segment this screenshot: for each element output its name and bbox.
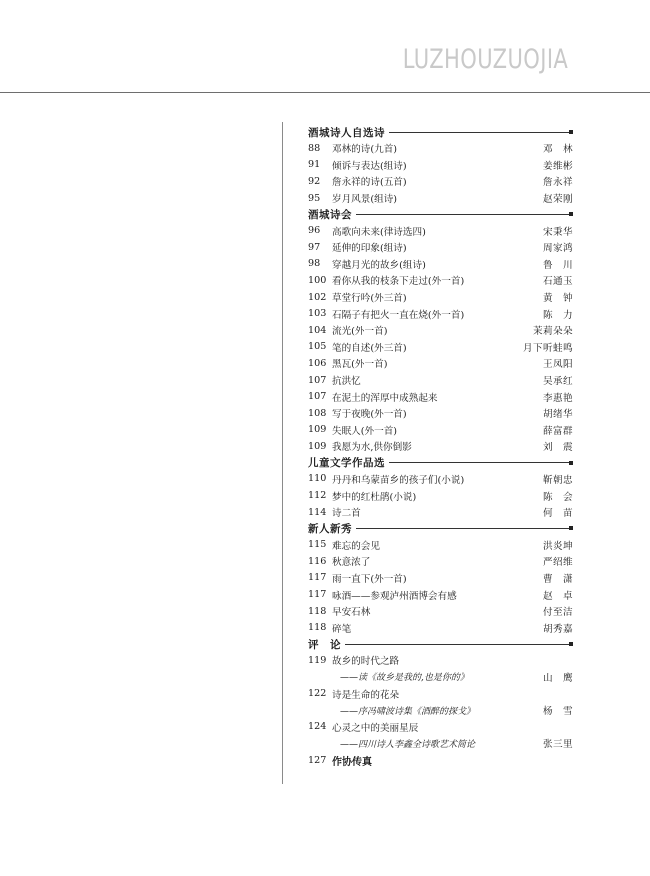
section-rule xyxy=(389,462,569,463)
entry-title: ——四川诗人李鑫全诗歌艺术简论 xyxy=(340,739,476,750)
toc-entry[interactable] xyxy=(308,504,573,521)
page-number: 118 xyxy=(308,622,327,634)
toc-entry[interactable] xyxy=(308,239,573,256)
entry-title: 在泥土的浑厚中成熟起来 xyxy=(332,392,438,404)
toc-entry-subtitle[interactable] xyxy=(308,735,573,752)
page-number: 119 xyxy=(308,654,327,666)
page-number: 115 xyxy=(308,539,327,551)
page-number: 117 xyxy=(308,572,327,584)
toc-section-heading xyxy=(308,124,573,140)
entry-title: ——读《故乡是我的,也是你的》 xyxy=(340,673,469,684)
entry-title: 我愿为水,供你倒影 xyxy=(332,442,412,454)
toc-entry[interactable] xyxy=(308,652,573,669)
entry-author: 张三里 xyxy=(543,739,573,751)
table-of-contents xyxy=(308,124,573,769)
toc-entry[interactable] xyxy=(308,305,573,322)
toc-entry[interactable] xyxy=(308,586,573,603)
entry-title: 秋意浓了 xyxy=(332,557,371,569)
entry-title: 邓林的诗(九首) xyxy=(332,144,398,156)
toc-entry[interactable] xyxy=(308,536,573,553)
entry-title: 詹永祥的诗(五首) xyxy=(332,177,407,189)
page-number: 108 xyxy=(308,407,327,419)
section-rule-end-square-icon xyxy=(569,642,573,646)
page-number: 122 xyxy=(308,688,327,700)
toc-entry[interactable] xyxy=(308,388,573,405)
section-title: 酒城诗人自选诗 xyxy=(308,126,385,139)
entry-author: 胡秀嘉 xyxy=(543,623,573,635)
page-number: 103 xyxy=(308,308,327,320)
entry-title: 诗是生命的花朵 xyxy=(332,689,400,701)
entry-title: ——序冯啸波诗集《酒醉的探戈》 xyxy=(340,706,476,717)
page-number: 104 xyxy=(308,324,327,336)
page-number: 127 xyxy=(308,754,327,766)
toc-entry[interactable] xyxy=(308,438,573,455)
page-number: 124 xyxy=(308,721,327,733)
entry-author: 鲁 川 xyxy=(543,259,573,271)
entry-author: 刘 震 xyxy=(543,442,573,454)
section-title: 新人新秀 xyxy=(308,522,352,535)
entry-author: 茉莉朵朵 xyxy=(533,326,573,338)
page-number: 110 xyxy=(308,473,327,485)
section-title: 儿童文学作品选 xyxy=(308,457,385,470)
toc-section-heading xyxy=(308,206,573,222)
toc-entry[interactable] xyxy=(308,553,573,570)
page-number: 96 xyxy=(308,225,321,237)
page-number: 88 xyxy=(308,142,321,154)
toc-entry[interactable] xyxy=(308,322,573,339)
entry-author: 宋秉华 xyxy=(543,226,573,238)
masthead: LUZHOUZUOJIA xyxy=(402,44,568,75)
entry-title: 抗洪忆 xyxy=(332,376,361,388)
page-number: 117 xyxy=(308,589,327,601)
entry-title: 倾诉与表达(组诗) xyxy=(332,160,407,172)
page-number: 98 xyxy=(308,258,321,270)
entry-author: 付至洁 xyxy=(543,607,573,619)
page-number: 112 xyxy=(308,490,327,502)
entry-title: 石隔子有把火一直在烧(外一首) xyxy=(332,309,465,321)
entry-author: 石通玉 xyxy=(543,276,573,288)
entry-author: 王凤阳 xyxy=(543,359,573,371)
page-number: 118 xyxy=(308,605,327,617)
toc-entry[interactable] xyxy=(308,222,573,239)
entry-author: 胡绪华 xyxy=(543,409,573,421)
entry-author: 陈 会 xyxy=(543,491,573,503)
toc-entry[interactable] xyxy=(308,256,573,273)
toc-section-heading xyxy=(308,520,573,536)
section-rule xyxy=(345,644,569,645)
entry-title: 故乡的时代之路 xyxy=(332,656,400,668)
toc-entry[interactable] xyxy=(308,173,573,190)
entry-title: 碎笔 xyxy=(332,623,352,635)
entry-author: 周家鸿 xyxy=(543,243,573,255)
entry-author: 薛富群 xyxy=(543,425,573,437)
page-number: 107 xyxy=(308,374,327,386)
entry-author: 詹永祥 xyxy=(543,177,573,189)
entry-title: 早安石林 xyxy=(332,607,371,619)
toc-entry-subtitle[interactable] xyxy=(308,669,573,686)
entry-author: 黄 钟 xyxy=(543,293,573,305)
entry-author: 月下听蛙鸣 xyxy=(523,342,573,354)
entry-title: 草堂行吟(外三首) xyxy=(332,293,407,305)
page-number: 109 xyxy=(308,424,327,436)
entry-author: 吴承红 xyxy=(543,376,573,388)
section-rule-end-square-icon xyxy=(569,461,573,465)
entry-title: 黑瓦(外一首) xyxy=(332,359,388,371)
entry-title: 流光(外一首) xyxy=(332,326,388,338)
toc-entry[interactable] xyxy=(308,372,573,389)
section-rule xyxy=(389,132,569,133)
toc-entry[interactable] xyxy=(308,157,573,174)
page-number: 106 xyxy=(308,357,327,369)
page-number: 114 xyxy=(308,506,327,518)
toc-entry[interactable] xyxy=(308,471,573,488)
page-number: 91 xyxy=(308,159,321,171)
entry-author: 何 苗 xyxy=(543,508,573,520)
page-number: 107 xyxy=(308,391,327,403)
toc-entry[interactable] xyxy=(308,272,573,289)
page-number: 97 xyxy=(308,241,321,253)
toc-entry-final[interactable] xyxy=(308,752,573,769)
toc-entry[interactable] xyxy=(308,405,573,422)
toc-entry[interactable] xyxy=(308,685,573,702)
entry-author: 曹 潇 xyxy=(543,573,573,585)
entry-author: 赵 卓 xyxy=(543,590,573,602)
entry-title: 梦中的红杜鹃(小说) xyxy=(332,491,417,503)
entry-title: 穿越月光的故乡(组诗) xyxy=(332,259,426,271)
section-title: 评 论 xyxy=(308,638,341,651)
section-rule-end-square-icon xyxy=(569,212,573,216)
toc-entry[interactable] xyxy=(308,190,573,207)
toc-entry[interactable] xyxy=(308,422,573,439)
header-divider xyxy=(0,92,650,93)
page-number: 92 xyxy=(308,175,321,187)
toc-entry-subtitle[interactable] xyxy=(308,702,573,719)
entry-title: 高歌向未来(律诗选四) xyxy=(332,226,426,238)
entry-title: 丹丹和乌蒙苗乡的孩子们(小说) xyxy=(332,474,465,486)
entry-author: 姜维彬 xyxy=(543,160,573,172)
section-rule xyxy=(356,528,569,529)
toc-entry[interactable] xyxy=(308,718,573,735)
entry-title: 诗二首 xyxy=(332,508,361,520)
entry-author: 杨 雪 xyxy=(543,706,573,718)
entry-title: 作协传真 xyxy=(332,756,372,768)
entry-author: 赵荣刚 xyxy=(543,194,573,206)
page-number: 105 xyxy=(308,341,327,353)
page-number: 100 xyxy=(308,274,327,286)
section-rule-end-square-icon xyxy=(569,130,573,134)
entry-title: 岁月风景(组诗) xyxy=(332,194,398,206)
entry-title: 延伸的印象(组诗) xyxy=(332,243,407,255)
toc-entry[interactable] xyxy=(308,487,573,504)
entry-author: 陈 力 xyxy=(543,309,573,321)
entry-title: 心灵之中的美丽星辰 xyxy=(332,722,419,734)
entry-title: 雨一直下(外一首) xyxy=(332,573,407,585)
page-number: 95 xyxy=(308,192,321,204)
page-number: 116 xyxy=(308,555,327,567)
entry-title: 笔的自述(外三首) xyxy=(332,342,407,354)
toc-section-heading xyxy=(308,636,573,652)
entry-title: 写于夜晚(外一首) xyxy=(332,409,407,421)
toc-entry[interactable] xyxy=(308,355,573,372)
toc-entry[interactable] xyxy=(308,140,573,157)
page-number: 109 xyxy=(308,440,327,452)
toc-entry[interactable] xyxy=(308,339,573,356)
toc-entry[interactable] xyxy=(308,619,573,636)
column-divider xyxy=(282,122,283,784)
entry-author: 严绍维 xyxy=(543,557,573,569)
section-rule xyxy=(356,214,569,215)
toc-entry[interactable] xyxy=(308,570,573,587)
entry-author: 邓 林 xyxy=(543,144,573,156)
page-number: 102 xyxy=(308,291,327,303)
toc-section-heading xyxy=(308,455,573,471)
entry-title: 看你从我的枝条下走过(外一首) xyxy=(332,276,465,288)
entry-title: 咏酒——参观泸州酒博会有感 xyxy=(332,590,457,602)
entry-author: 洪炎坤 xyxy=(543,540,573,552)
entry-author: 靳朝忠 xyxy=(543,474,573,486)
section-title: 酒城诗会 xyxy=(308,208,352,221)
section-rule-end-square-icon xyxy=(569,526,573,530)
toc-entry[interactable] xyxy=(308,289,573,306)
entry-title: 难忘的会见 xyxy=(332,540,380,552)
toc-entry[interactable] xyxy=(308,603,573,620)
entry-title: 失眠人(外一首) xyxy=(332,425,398,437)
entry-author: 山 鹰 xyxy=(543,672,573,684)
entry-author: 李惠艳 xyxy=(543,392,573,404)
